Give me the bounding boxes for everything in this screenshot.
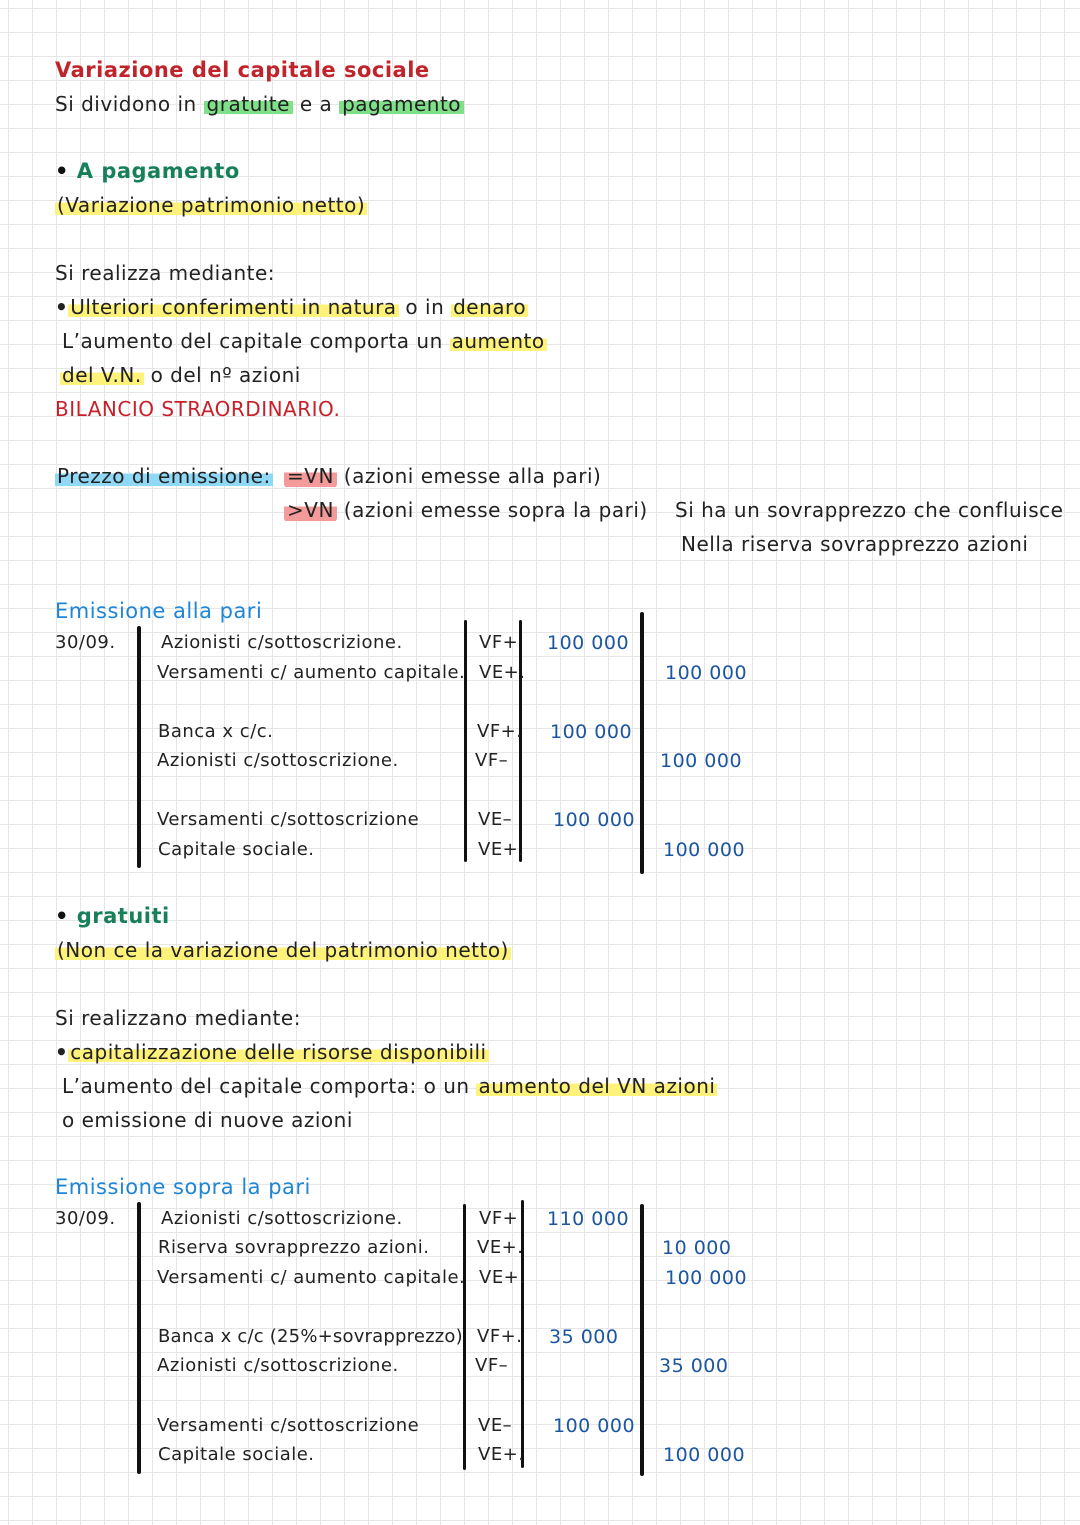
capitalizzazione-highlight: capitalizzazione delle risorse disponibili (70, 1040, 487, 1064)
eq-vn-badge: =VN (284, 464, 337, 488)
conferimenti-highlight: Ulteriori conferimenti in natura (70, 295, 397, 319)
journal-avere: 100 000 (663, 1444, 746, 1466)
journal-account: Banca x c/c (25%+sovrapprezzo) (158, 1326, 463, 1347)
journal-code-rule (463, 1204, 466, 1470)
journal-code: VF+. (477, 1326, 523, 1347)
gt-vn-badge: >VN (284, 498, 337, 522)
journal-left-rule (137, 1202, 141, 1474)
prezzo-label-text: Prezzo di emissione: (57, 464, 271, 488)
journal-avere: 100 000 (665, 1267, 748, 1289)
emissione-pari-title: Emissione alla pari (55, 599, 263, 623)
journal-code: VE+. (479, 662, 526, 683)
journal-code: VF+ (479, 632, 519, 653)
conferimenti-item (55, 294, 528, 320)
gratuiti-note (55, 937, 511, 963)
journal-account: Versamenti c/sottoscrizione (157, 809, 420, 830)
journal-code: VF– (475, 1355, 509, 1376)
realizzano-label: Si realizzano mediante: (55, 1006, 301, 1030)
journal-account: Versamenti c/ aumento capitale. (157, 1267, 466, 1288)
journal-account: Azionisti c/sottoscrizione. (161, 632, 403, 653)
aumento-vn-prefix: L’aumento del capitale comporta: o un (62, 1074, 470, 1098)
journal-account: Banca x c/c. (158, 721, 274, 742)
eq-vn-text: (azioni emesse alla pari) (343, 464, 602, 488)
journal-code: VE+. (478, 839, 525, 860)
prezzo-label (55, 463, 273, 489)
journal-code: VF– (475, 750, 509, 771)
journal-avere: 100 000 (665, 662, 748, 684)
gratuite-highlight: gratuite (204, 92, 293, 116)
journal-account: Azionisti c/sottoscrizione. (161, 1208, 403, 1229)
bilancio-straordinario: BILANCIO STRAORDINARIO. (55, 397, 341, 421)
prezzo-gt-line (284, 497, 648, 523)
vn-line-suffix: o del nº azioni (150, 363, 301, 387)
denaro-highlight: denaro (453, 295, 527, 319)
pagamento-highlight: pagamento (339, 92, 464, 116)
intro-prefix: Si dividono in (55, 92, 197, 116)
conferimenti-mid: o in (405, 295, 445, 319)
journal-left-rule (137, 626, 141, 868)
journal-account: Versamenti c/sottoscrizione (157, 1415, 420, 1436)
emissione-sopra-title: Emissione sopra la pari (55, 1175, 311, 1199)
journal-code-rule (464, 620, 467, 862)
aumento-vn-line (62, 1073, 717, 1099)
emissione-pari-date: 30/09. (55, 632, 116, 653)
journal-dare: 100 000 (553, 1415, 636, 1437)
prezzo-eq-line (284, 463, 601, 489)
journal-dare: 110 000 (547, 1208, 630, 1230)
a-pagamento-label: A pagamento (76, 159, 240, 183)
a-pagamento-note-text: (Variazione patrimonio netto) (57, 193, 366, 217)
journal-dare: 100 000 (550, 721, 633, 743)
journal-account: Capitale sociale. (158, 1444, 315, 1465)
a-pagamento-heading (55, 158, 240, 184)
journal-code: VF+ (479, 1208, 519, 1229)
journal-avere-rule (640, 612, 644, 874)
intro-line (55, 91, 464, 117)
journal-code: VE+. (477, 1237, 524, 1258)
vn-line (60, 362, 301, 388)
emissione-sopra-date: 30/09. (55, 1208, 116, 1229)
journal-code: VE+. (478, 1444, 525, 1465)
journal-dare: 35 000 (549, 1326, 619, 1348)
bullet: • (55, 904, 69, 928)
sovrapprezzo-note-2: Nella riserva sovrapprezzo azioni (681, 532, 1029, 556)
journal-account: Versamenti c/ aumento capitale. (157, 662, 466, 683)
journal-avere: 100 000 (660, 750, 743, 772)
journal-account: Riserva sovrapprezzo azioni. (158, 1237, 430, 1258)
bullet: • (55, 159, 69, 183)
nuove-azioni-line: o emissione di nuove azioni (62, 1108, 353, 1132)
aumento-vn-highlight: aumento del VN azioni (478, 1074, 716, 1098)
aumento-line (62, 328, 547, 354)
bullet: • (55, 295, 69, 319)
gratuiti-heading (55, 903, 170, 929)
realizza-label: Si realizza mediante: (55, 261, 276, 285)
journal-avere: 10 000 (662, 1237, 732, 1259)
journal-code: VE+. (479, 1267, 526, 1288)
journal-code: VE– (478, 1415, 513, 1436)
journal-dare: 100 000 (553, 809, 636, 831)
journal-avere-rule (640, 1204, 644, 1476)
intro-mid: e a (299, 92, 333, 116)
gratuiti-note-text: (Non ce la variazione del patrimonio netto) (57, 938, 509, 962)
aumento-line-prefix: L’aumento del capitale comporta un (62, 329, 443, 353)
journal-code: VF+. (477, 721, 523, 742)
capitalizzazione-item (55, 1039, 489, 1065)
bullet: • (55, 1040, 69, 1064)
journal-account: Azionisti c/sottoscrizione. (157, 750, 399, 771)
sovrapprezzo-note-1: Si ha un sovrapprezzo che confluisce (675, 498, 1064, 522)
gratuiti-label: gratuiti (76, 904, 170, 928)
a-pagamento-note (55, 192, 367, 218)
journal-avere: 100 000 (663, 839, 746, 861)
aumento-highlight: aumento (451, 329, 545, 353)
journal-dare: 100 000 (547, 632, 630, 654)
journal-avere: 35 000 (659, 1355, 729, 1377)
vn-highlight: del V.N. (62, 363, 142, 387)
journal-code: VE– (478, 809, 513, 830)
gt-vn-text: (azioni emesse sopra la pari) (343, 498, 648, 522)
journal-account: Azionisti c/sottoscrizione. (157, 1355, 399, 1376)
section-title: Variazione del capitale sociale (55, 58, 430, 82)
journal-account: Capitale sociale. (158, 839, 315, 860)
